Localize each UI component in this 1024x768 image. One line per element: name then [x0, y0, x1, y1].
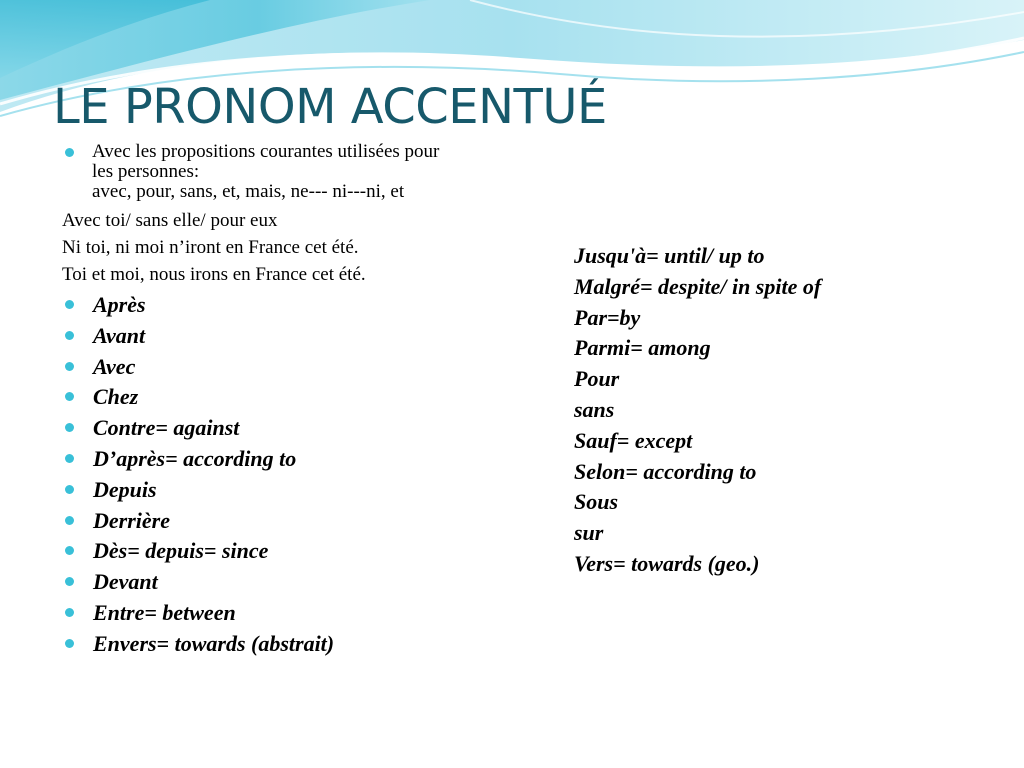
list-item: Sauf= except	[574, 427, 693, 453]
list-item-text: D’après= according to	[93, 445, 297, 471]
example-line: Toi et moi, nous irons en France cet été.	[62, 264, 366, 285]
list-item: Parmi= among	[574, 335, 711, 361]
list-item-text: Devant	[93, 569, 158, 595]
list-item	[62, 413, 334, 444]
list-item: Jusqu'à= until/ up to	[574, 243, 765, 268]
list-item-text: Contre= against	[93, 415, 240, 441]
intro-line-3: avec, pour, sans, et, mais, ne--- ni---ni, et	[92, 181, 405, 202]
bullet-dot-icon	[65, 639, 74, 648]
bullet-dot-icon	[65, 423, 74, 432]
list-item	[62, 321, 334, 352]
bullet-dot-icon	[65, 485, 74, 494]
list-item	[62, 444, 334, 475]
list-item-text: Derrière	[93, 507, 170, 533]
list-item: Sous	[574, 489, 619, 515]
list-item-text: Chez	[93, 384, 139, 410]
left-preposition-list	[62, 290, 334, 660]
list-item: sans	[574, 396, 615, 422]
list-item: Malgré= despite/ in spite of	[574, 273, 822, 299]
list-item	[62, 567, 334, 598]
list-item	[62, 506, 334, 537]
example-line: Ni toi, ni moi n’iront en France cet été.	[62, 237, 359, 258]
slide-title: LE PRONOM ACCENTUÉ	[53, 79, 607, 135]
list-item-text: Depuis	[93, 476, 157, 502]
bullet-dot-icon	[65, 516, 74, 525]
bullet-dot-icon	[65, 608, 74, 617]
list-item: Pour	[574, 366, 620, 392]
list-item	[62, 536, 334, 567]
list-item	[62, 629, 334, 660]
list-item-text: Avec	[93, 353, 136, 379]
list-item-text: Entre= between	[93, 599, 236, 625]
bullet-dot-icon	[65, 300, 74, 309]
intro-bullet	[62, 142, 552, 202]
list-item: Vers= towards (geo.)	[574, 550, 760, 576]
bullet-dot-icon	[65, 331, 74, 340]
list-item	[62, 290, 334, 321]
bullet-dot-icon	[65, 392, 74, 401]
list-item	[62, 475, 334, 506]
list-item: Selon= according to	[574, 458, 757, 484]
list-item	[62, 382, 334, 413]
intro-block	[62, 142, 552, 288]
list-item: sur	[574, 520, 604, 546]
example-line: Avec toi/ sans elle/ pour eux	[62, 210, 278, 231]
bullet-dot-icon	[65, 454, 74, 463]
example-lines	[62, 207, 552, 288]
list-item-text: Avant	[93, 322, 146, 348]
list-item	[62, 352, 334, 383]
list-item	[62, 598, 334, 629]
right-preposition-list	[574, 241, 821, 580]
intro-line-1: Avec les propositions courantes utilisées pour	[92, 141, 440, 162]
bullet-dot-icon	[65, 546, 74, 555]
bullet-dot-icon	[65, 577, 74, 586]
list-item-text: Après	[93, 292, 146, 317]
bullet-dot-icon	[65, 362, 74, 371]
list-item: Par=by	[574, 304, 641, 330]
list-item-text: Envers= towards (abstrait)	[93, 630, 335, 656]
bullet-dot-icon	[65, 148, 74, 157]
list-item-text: Dès= depuis= since	[93, 538, 269, 564]
intro-line-2: les personnes:	[92, 161, 200, 182]
